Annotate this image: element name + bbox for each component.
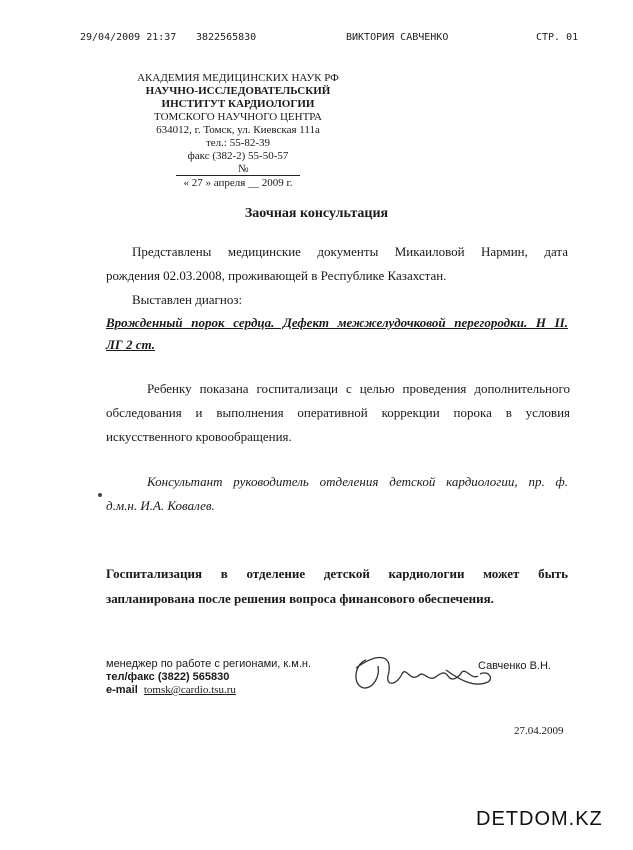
diagnosis-label: Выставлен диагноз:: [132, 292, 243, 307]
diagnosis-line-1: Врожденный порок сердца. Дефект межжелудочковой перегородки. Н II.: [106, 315, 568, 330]
signature: [348, 646, 498, 696]
site-watermark: DETDOM.KZ: [476, 808, 603, 830]
recommendation-line-2: обследования и выполнения оперативной коррекции порока в условия: [106, 405, 570, 420]
fax-number: 3822565830: [196, 32, 257, 43]
letterhead-number-line: [120, 163, 356, 177]
manager-title: менеджер по работе с регионами, к.м.н.: [106, 658, 312, 670]
signer-name: Савченко В.Н.: [478, 660, 551, 672]
manager-phone: тел/факс (3822) 565830: [106, 671, 230, 683]
speck-mark: [98, 493, 102, 497]
footer-contacts: [106, 658, 311, 697]
recommendation-line-1: Ребенку показана госпитализаци с целью проведения дополнительного: [147, 381, 570, 396]
fax-datetime: 29/04/2009 21:37: [80, 32, 177, 43]
letterhead-center: ТОМСКОГО НАУЧНОГО ЦЕНТРА: [154, 111, 322, 123]
signature-scribble: [348, 646, 498, 696]
notice-line-1: Госпитализация в отделение детской кардиологии может быть: [106, 566, 568, 581]
intro-line-2: рождения 02.03.2008, проживающей в Республике Казахстан.: [106, 268, 447, 283]
recommendation-line-3: искусственного кровообращения.: [106, 429, 292, 444]
consultant-line-2: д.м.н. И.А. Ковалев.: [106, 498, 215, 513]
letterhead-phone: тел.: 55-82-39: [205, 137, 271, 149]
consultant-line-1: Консультант руководитель отделения детской кардиологии, пр. ф.: [147, 474, 568, 489]
letterhead-fax: факс (382-2) 55-50-57: [187, 150, 289, 162]
letterhead-academy: АКАДЕМИЯ МЕДИЦИНСКИХ НАУК РФ: [137, 72, 339, 84]
document-title: Заочная консультация: [244, 206, 389, 221]
intro-line-1: Представлены медицинские документы Микаиловой Нармин, дата: [132, 244, 568, 259]
diagnosis-line-2: ЛГ 2 ст.: [106, 337, 156, 352]
letterhead-institute-line2: ИНСТИТУТ КАРДИОЛОГИИ: [161, 98, 315, 110]
letterhead-number-label: №: [238, 163, 249, 175]
manager-email-row: [106, 684, 311, 697]
fax-sender: ВИКТОРИЯ САВЧЕНКО: [346, 32, 449, 43]
letterhead-address: 634012, г. Томск, ул. Киевская 111а: [156, 124, 320, 136]
notice-line-2: запланирована после решения вопроса финансового обеспечения.: [106, 591, 494, 606]
document-date: 27.04.2009: [514, 725, 564, 737]
email-label: e-mail: [106, 684, 138, 696]
letterhead-institute-line1: НАУЧНО-ИССЛЕДОВАТЕЛЬСКИЙ: [145, 85, 331, 97]
email-link[interactable]: tomsk@cardio.tsu.ru: [143, 684, 236, 696]
letterhead: [120, 72, 356, 190]
fax-page: СТР. 01: [536, 32, 579, 43]
letterhead-date: « 27 » апреля __ 2009 г.: [183, 177, 293, 189]
